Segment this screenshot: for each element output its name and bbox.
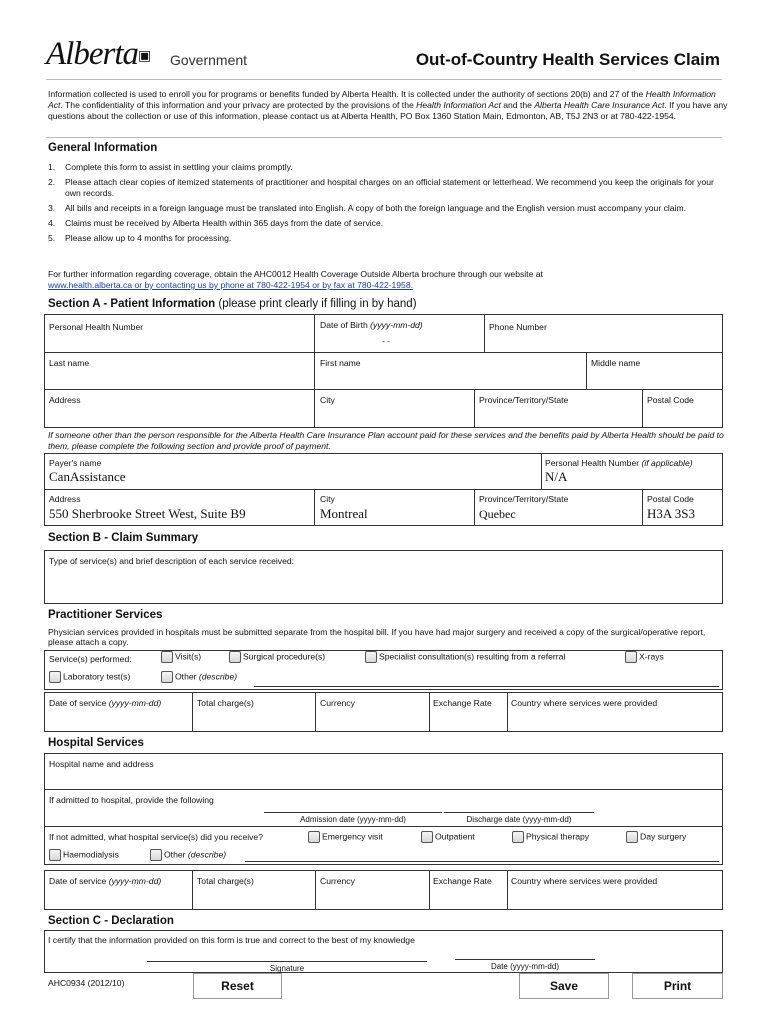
practitioner-exchange-label: Exchange Rate [433, 698, 492, 708]
further-info: For further information regarding coverage, obtain the AHC0012 Health Coverage Outside Alberta brochure through our website at www.health.alberta.ca or by contacting us by phone at 780-422-1954 or by fax at 780-422-1958. [48, 269, 543, 290]
phone-field[interactable] [485, 330, 723, 352]
hospital-other-option[interactable]: Other (describe) [150, 849, 226, 861]
visit-checkbox[interactable] [161, 651, 173, 663]
services-performed-label: Service(s) performed: [49, 654, 132, 664]
signature-label: Signature [269, 964, 305, 973]
hospital-date-label: Date of service (yyyy-mm-dd) [49, 876, 162, 886]
lab-option[interactable]: Laboratory test(s) [49, 671, 130, 683]
outpatient-checkbox[interactable] [421, 831, 433, 843]
divider [429, 870, 430, 910]
province-field[interactable] [475, 405, 642, 428]
divider [507, 692, 508, 732]
dob-field[interactable] [315, 330, 484, 352]
surgical-checkbox[interactable] [229, 651, 241, 663]
address-field[interactable] [44, 405, 314, 428]
header-divider [46, 79, 722, 80]
list-item: 2. Please attach clear copies of itemized statements of practitioner and hospital charges on an official statement or letterhead. We recommend you keep the originals for your own records. [48, 177, 714, 198]
not-admitted-label: If not admitted, what hospital service(s) did you receive? [49, 832, 263, 842]
section-b-heading: Section B - Claim Summary [48, 532, 199, 544]
service-type-label: Type of service(s) and brief description of each service received: [49, 556, 295, 566]
signature-field[interactable] [147, 961, 427, 962]
divider [192, 692, 193, 732]
divider [192, 870, 193, 910]
specialist-checkbox[interactable] [365, 651, 377, 663]
visit-option[interactable]: Visit(s) [161, 651, 201, 663]
divider [429, 692, 430, 732]
middle-name-field[interactable] [587, 368, 723, 389]
outpatient-option[interactable]: Outpatient [421, 831, 475, 843]
list-item: 3. All bills and receipts in a foreign language must be translated into English. A copy of both the foreign language and the English version must accompany your claim. [48, 203, 687, 213]
section-a-heading: Section A - Patient Information (please print clearly if filling in by hand) [48, 298, 417, 310]
payer-address-field[interactable]: 550 Sherbrooke Street West, Suite B9 [49, 506, 246, 521]
list-item: 5. Please allow up to 4 months for processing. [48, 233, 232, 243]
form-title: Out-of-Country Health Services Claim [415, 50, 720, 69]
lab-checkbox[interactable] [49, 671, 61, 683]
save-button[interactable]: Save [519, 973, 609, 999]
list-item: 4. Claims must be received by Alberta Health within 365 days from the date of service. [48, 218, 384, 228]
payer-name-field[interactable]: CanAssistance [49, 469, 126, 484]
hospital-country-label: Country where services were provided [511, 876, 658, 886]
divider [44, 826, 723, 827]
emergency-option[interactable]: Emergency visit [308, 831, 383, 843]
payer-name-label: Payer's name [49, 458, 102, 468]
payer-city-field[interactable]: Montreal [320, 506, 368, 521]
divider [642, 489, 643, 526]
specialist-option[interactable]: Specialist consultation(s) resulting from a referral [365, 651, 565, 663]
logo-government-text: Government [170, 52, 248, 68]
physio-option[interactable]: Physical therapy [512, 831, 589, 843]
hospital-heading: Hospital Services [48, 737, 144, 749]
certify-text: I certify that the information provided on this form is true and correct to the best of my knowledge [48, 935, 415, 945]
hospital-exchange-label: Exchange Rate [433, 876, 492, 886]
hospital-total-label: Total charge(s) [197, 876, 254, 886]
payer-address-label: Address [49, 494, 81, 504]
reset-button[interactable]: Reset [193, 973, 282, 999]
hospital-currency-label: Currency [320, 876, 355, 886]
declaration-date-field[interactable] [455, 959, 595, 960]
website-link[interactable]: www.health.alberta.ca or by contacting us by phone at 780-422-1954 or by fax at 780-422-1958. [48, 280, 413, 290]
hospital-other-checkbox[interactable] [150, 849, 162, 861]
first-name-field[interactable] [315, 368, 586, 389]
haemo-option[interactable]: Haemodialysis [49, 849, 119, 861]
day-surgery-checkbox[interactable] [626, 831, 638, 843]
practitioner-note: Physician services provided in hospitals must be submitted separate from the hospital bill. If you have had major surgery and received a copy of the surgical/operative report, please attach a copy. [48, 627, 706, 647]
surgical-option[interactable]: Surgical procedure(s) [229, 651, 325, 663]
emergency-checkbox[interactable] [308, 831, 320, 843]
divider [315, 870, 316, 910]
city-field[interactable] [315, 405, 474, 428]
divider [44, 352, 723, 353]
privacy-notice: Information collected is used to enroll you for programs or benefits funded by Alberta Health. It is collected under the authority of sections 20(b) and 27 of the Health Information Act. The confidentiality of this information and your privacy are protected by the provisions of the Health Information Act and the Alberta Health Care Insurance Act. If you have any questions about the collection or use of this information, please contact us at Alberta Health, PO Box 1360 Station Main, Edmonton, AB, T5J 2N3 or at 780-422-1954. [48, 89, 728, 121]
hospital-other-describe-field[interactable] [245, 861, 719, 862]
payer-postal-field[interactable]: H3A 3S3 [647, 506, 696, 521]
physio-checkbox[interactable] [512, 831, 524, 843]
divider [315, 692, 316, 732]
payer-phn-field[interactable]: N/A [545, 469, 568, 484]
last-name-field[interactable] [44, 368, 314, 389]
phone-label: Phone Number [489, 322, 547, 332]
practitioner-country-label: Country where services were provided [511, 698, 658, 708]
province-label: Province/Territory/State [479, 395, 569, 405]
other-option[interactable]: Other (describe) [161, 671, 237, 683]
payer-postal-label: Postal Code [647, 494, 694, 504]
declaration-date-label: Date (yyyy-mm-dd) [490, 962, 559, 971]
address-label: Address [49, 395, 81, 405]
admitted-label: If admitted to hospital, provide the following [49, 795, 214, 805]
payer-city-label: City [320, 494, 335, 504]
payer-province-label: Province/Territory/State [479, 494, 569, 504]
payer-phn-label: Personal Health Number (if applicable) [545, 458, 693, 468]
practitioner-heading: Practitioner Services [48, 609, 163, 621]
dob-separators: - - [382, 336, 391, 346]
divider [314, 489, 315, 526]
xrays-option[interactable]: X-rays [625, 651, 664, 663]
general-info-heading: General Information [48, 142, 158, 154]
dob-label: Date of Birth (yyyy-mm-dd) [320, 320, 423, 330]
haemo-checkbox[interactable] [49, 849, 61, 861]
divider [474, 489, 475, 526]
other-describe-field[interactable] [254, 686, 719, 687]
hospital-name-label: Hospital name and address [49, 759, 154, 769]
divider [507, 870, 508, 910]
admission-date-field[interactable] [264, 812, 442, 813]
divider [44, 389, 723, 390]
practitioner-currency-label: Currency [320, 698, 355, 708]
middle-name-label: Middle name [591, 358, 641, 368]
divider [44, 489, 723, 490]
last-name-label: Last name [49, 358, 90, 368]
day-surgery-option[interactable]: Day surgery [626, 831, 686, 843]
alberta-logo: Alberta▣ [46, 36, 151, 72]
practitioner-date-label: Date of service (yyyy-mm-dd) [49, 698, 162, 708]
practitioner-total-label: Total charge(s) [197, 698, 254, 708]
section-c-heading: Section C - Declaration [48, 915, 174, 927]
admission-date-label: Admission date (yyyy-mm-dd) [300, 815, 406, 824]
payer-province-field[interactable]: Quebec [479, 507, 516, 521]
discharge-date-label: Discharge date (yyyy-mm-dd) [466, 815, 572, 824]
xrays-checkbox[interactable] [625, 651, 637, 663]
postal-code-label: Postal Code [647, 395, 694, 405]
phn-label: Personal Health Number [49, 322, 144, 332]
city-label: City [320, 395, 335, 405]
print-button[interactable]: Print [632, 973, 723, 999]
postal-code-field[interactable] [643, 405, 723, 428]
general-info-list [48, 162, 728, 248]
divider [541, 453, 542, 489]
other-checkbox[interactable] [161, 671, 173, 683]
discharge-date-field[interactable] [444, 812, 594, 813]
form-code: AHC0934 (2012/10) [48, 978, 125, 988]
list-item: 1. Complete this form to assist in settling your claims promptly. [48, 162, 293, 172]
payer-note: If someone other than the person responsible for the Alberta Health Care Insurance Plan account paid for these services and the benefits paid by Alberta Health should be paid to them, please complete the following section and provide proof of payment. [48, 430, 724, 451]
intro-divider [46, 137, 722, 138]
phn-field[interactable] [44, 314, 314, 352]
first-name-label: First name [320, 358, 361, 368]
